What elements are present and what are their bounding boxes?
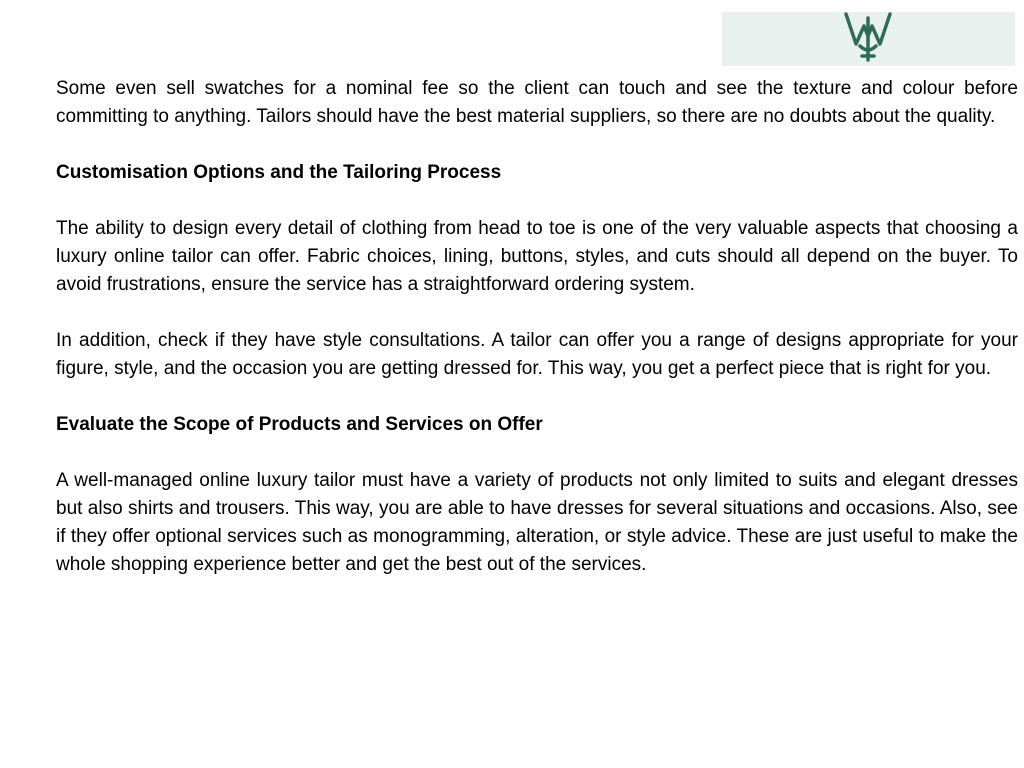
article-body [56,75,1018,607]
paragraph-product-variety: A well-managed online luxury tailor must have a variety of products not only limited to suits and elegant dresses but also shirts and trousers. This way, you are able to have dresses for several situations and occasions. Also, see if they offer optional services such as monogramming, alteration, or style advice. These are just useful to make the whole shopping experience better and get the best out of the services. [56,470,1018,575]
paragraph-swatches: Some even sell swatches for a nominal fee so the client can touch and see the texture and colour before committing to anything. Tailors should have the best material suppliers, so there are no doubts about the quality. [56,78,1018,127]
trident-monogram-icon [838,12,898,66]
heading-customisation: Customisation Options and the Tailoring Process [56,162,502,183]
paragraph-design-details: The ability to design every detail of clothing from head to toe is one of the very valuable aspects that choosing a luxury online tailor can offer. Fabric choices, lining, buttons, styles, and cuts should all depend on the buyer. To avoid frustrations, ensure the service has a straightforward ordering system. [56,218,1018,295]
brand-logo [722,12,1015,66]
paragraph-style-consultations: In addition, check if they have style consultations. A tailor can offer you a range of designs appropriate for your figure, style, and the occasion you are getting dressed for. This way, you get a perfect piece that is right for you. [56,330,1018,379]
heading-products-services: Evaluate the Scope of Products and Services on Offer [56,414,543,435]
